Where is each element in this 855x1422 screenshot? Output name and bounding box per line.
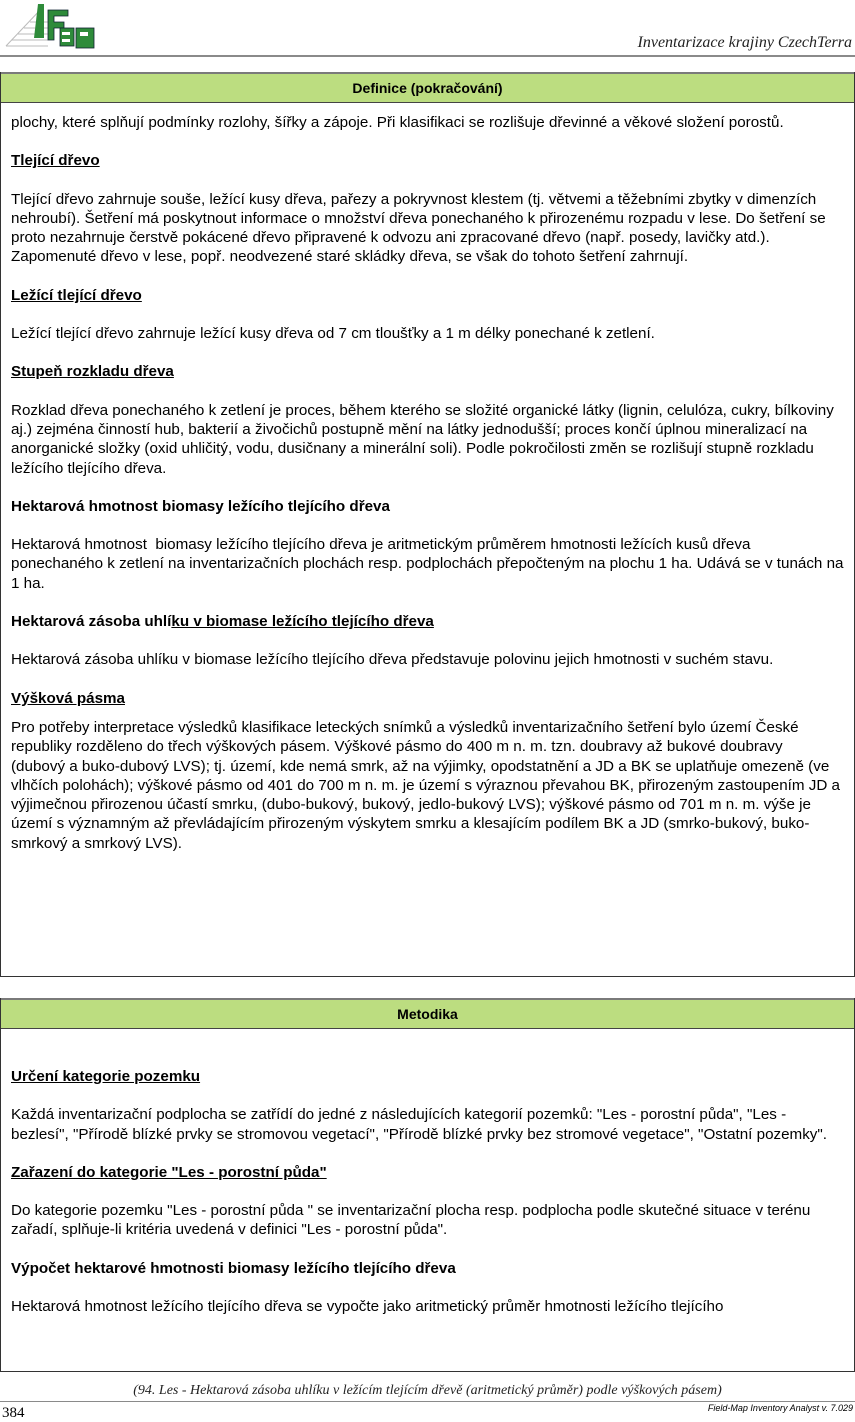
ifer-logo-icon	[4, 2, 96, 54]
definition-text: Pro potřeby interpretace výsledků klasifikace leteckých snímků a výsledků inventarizačního šetření bylo území České republiky rozděleno do třech výškových pásem. Výškové pásmo do 400 m n. m. tzn. doubravy až bukové doubravy (dubový a buko-dubový LVS); tj. území, kde nemá smrk, až na výjimky, opodstatnění a JD a BK se uplatňuje omezeně (ve vlhčích polohách); výškové pásmo od 401 do 700 m n. m. je území s výraznou převahou BK, přirozeným zastoupením JD a výjimečnou přirozenou účastí smrku, (dubo-bukový, bukový, jedlo-bukový LVS); výškové pásmo od 701 m n. m. výše je území s významným až převládajícím přirozeným výskytem smrku a klesajícím podílem BK a JD (smrko-bukový, buko-smrkový a smrkový LVS).	[11, 718, 845, 852]
method-text: Hektarová hmotnost ležícího tlejícího dřeva se vypočte jako aritmetický průměr hmotnosti ležícího tlejícího	[11, 1298, 724, 1316]
figure-caption: (94. Les - Hektarová zásoba uhlíku v ležícím tlejícím dřevě (aritmetický průměr) podle výškových pásem)	[133, 1383, 722, 1398]
method-title: Zařazení do kategorie "Les - porostní půda"	[11, 1163, 327, 1181]
definition-text: Rozklad dřeva ponechaného k zetlení je proces, během kterého se složité organické látky (lignin, celulóza, cukry, bílkoviny aj.) zejména činností hub, bakterií a živočichů postupně mění na látky jednodušší; proces končí úplnou mineralizací na anorganické složky (oxid uhličitý, vodu, dusičnany a minerální soli). Podle pokročilosti změn se rozlišují stupně rozkladu ležícího tlejícího dřeva.	[11, 401, 834, 477]
document-title: Inventarizace krajiny CzechTerra	[637, 34, 852, 51]
definition-text: Hektarová hmotnost biomasy ležícího tlejícího dřeva je aritmetickým průměrem hmotnosti ležících kusů dřeva ponechaného k zetlení na inventarizačních plochách resp. podplochách přepočteným na plochu 1 ha. Udává se v tunách na 1 ha.	[11, 536, 848, 592]
definition-title-part: Hektarová zásoba uhlí	[11, 613, 172, 631]
header-divider	[0, 55, 855, 57]
definition-text: Tlející dřevo zahrnuje souše, ležící kusy dřeva, pařezy a pokryvnost klestem (tj. větvemi a těžebními zbytky v dimenzích nehroubí). Šetření má poskytnout informace o množství dřeva ponechaného k přirozenému rozpadu v lese. Do šetření se proto nezahrnuje čerstvě pokácené dřevo připravené k odvozu ani zpracované dřevo (např. posedy, lavičky atd.). Zapomenuté dřevo v lese, popř. neodvezené staré skládky dřeva, se však do tohoto šetření zahrnují.	[11, 190, 826, 266]
section-heading: Definice (pokračování)	[1, 72, 854, 103]
footer-divider	[0, 1401, 855, 1402]
definition-text: Ležící tlející dřevo zahrnuje ležící kusy dřeva od 7 cm tloušťky a 1 m délky ponechané k zetlení.	[11, 325, 655, 343]
definition-title	[11, 612, 844, 631]
definitions-section	[0, 72, 855, 977]
methodology-section	[0, 998, 855, 1372]
page-number: 384	[2, 1405, 25, 1421]
section-heading: Metodika	[1, 998, 854, 1029]
method-text: Každá inventarizační podplocha se zatřídí do jedné z následujících kategorií pozemků: "Les - porostní půda", "Les - bezlesí", "Přírodě blízké prvky se stromovou vegetací", "Přírodě blízké prvky bez stromové vegetace", "Ostatní pozemky".	[11, 1106, 828, 1143]
method-title: Určení kategorie pozemku	[11, 1068, 201, 1085]
definition-title: Výšková pásma	[11, 689, 125, 707]
definition-title: Stupeň rozkladu dřeva	[11, 363, 174, 381]
page-header	[0, 0, 855, 58]
definitions-intro: plochy, které splňují podmínky rozlohy, šířky a zápoje. Při klasifikaci se rozlišuje dřevinné a věkové složení porostů.	[11, 114, 784, 131]
definition-title: Hektarová hmotnost biomasy ležícího tlejícího dřeva	[11, 497, 390, 515]
method-text: Do kategorie pozemku "Les - porostní půda " se inventarizační plocha resp. podplocha podle skutečné situace v terénu zařadí, splňuje-li kritéria uvedená v definici "Les - porostní půda".	[11, 1202, 811, 1239]
software-version: Field-Map Inventory Analyst v. 7.029	[707, 1403, 853, 1413]
definition-title: Ležící tlející dřevo	[11, 286, 142, 304]
definition-text: Hektarová zásoba uhlíku v biomase ležícího tlejícího dřeva představuje polovinu jejich hmotnosti v suchém stavu.	[11, 651, 774, 669]
method-title: Výpočet hektarové hmotnosti biomasy ležícího tlejícího dřeva	[11, 1259, 456, 1277]
definition-title-underlined-part: ku v biomase ležícího tlejícího dřeva	[171, 613, 434, 631]
definition-title: Tlející dřevo	[11, 152, 100, 170]
